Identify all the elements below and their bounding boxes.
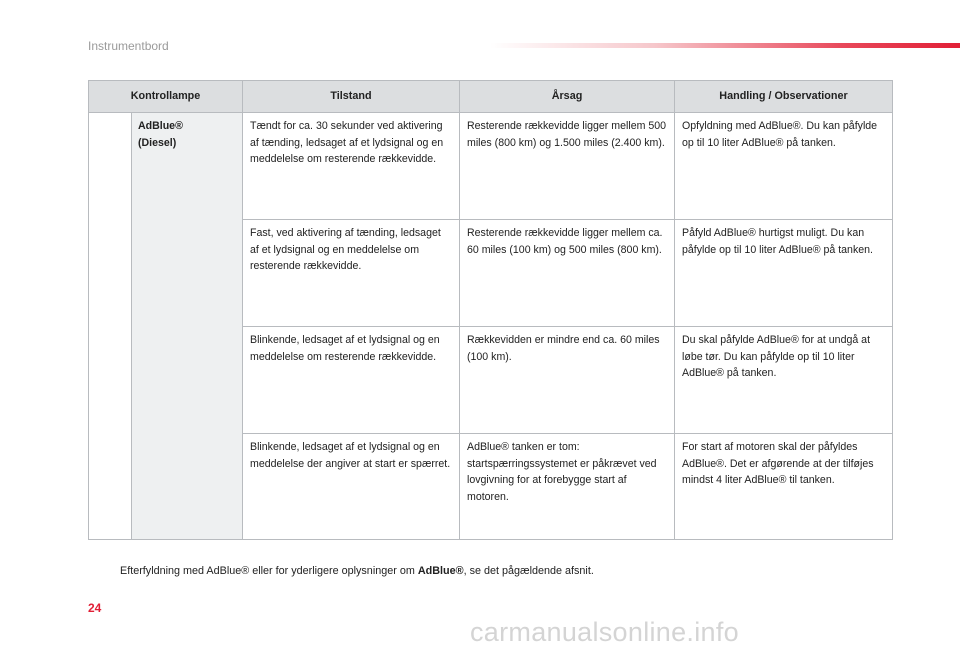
lamp-name-cell — [132, 113, 243, 540]
cell-handling: Du skal påfylde AdBlue® for at undgå at løbe tør. Du kan påfylde op til 10 liter AdBlue® på tanken. — [675, 327, 893, 434]
cell-tilstand: Blinkende, ledsaget af et lydsignal og en meddelelse om resterende rækkevidde. — [243, 327, 460, 434]
table-row — [89, 113, 893, 220]
footnote-prefix: Efterfyldning med AdBlue® eller for yderligere oplysninger om — [120, 565, 418, 577]
watermark: carmanualsonline.info — [470, 617, 739, 647]
lamp-variant: (Diesel) — [138, 136, 177, 149]
cell-handling: For start af motoren skal der påfyldes AdBlue®. Det er afgørende at der tilføjes mindst 4 liter AdBlue® til tanken. — [675, 434, 893, 540]
cell-handling: Påfyld AdBlue® hurtigst muligt. Du kan påfylde op til 10 liter AdBlue® på tanken. — [675, 220, 893, 327]
warning-lamp-table — [88, 80, 893, 540]
lamp-name: AdBlue® — [138, 120, 183, 132]
header-tilstand: Tilstand — [243, 81, 460, 113]
cell-handling: Opfyldning med AdBlue®. Du kan påfylde op til 10 liter AdBlue® på tanken. — [675, 113, 893, 220]
cell-aarsag: AdBlue® tanken er tom: startspærringssystemet er påkrævet ved lovgivning for at forebygge start af motoren. — [460, 434, 675, 540]
footnote — [120, 565, 594, 577]
cell-tilstand: Tændt for ca. 30 sekunder ved aktivering af tænding, ledsaget af et lydsignal og en meddelelse om resterende rækkevidde. — [243, 113, 460, 220]
page-number: 24 — [88, 601, 102, 615]
cell-aarsag: Resterende rækkevidde ligger mellem 500 miles (800 km) og 1.500 miles (2.400 km). — [460, 113, 675, 220]
cell-tilstand: Blinkende, ledsaget af et lydsignal og en meddelelse der angiver at start er spærret. — [243, 434, 460, 540]
cell-aarsag: Rækkevidden er mindre end ca. 60 miles (100 km). — [460, 327, 675, 434]
header-kontrollampe: Kontrollampe — [89, 81, 243, 113]
lamp-icon-cell — [89, 113, 132, 540]
cell-aarsag: Resterende rækkevidde ligger mellem ca. 60 miles (100 km) og 500 miles (800 km). — [460, 220, 675, 327]
header-handling: Handling / Observationer — [675, 81, 893, 113]
footnote-link-text: AdBlue® — [417, 565, 464, 577]
accent-bar — [490, 43, 960, 48]
footnote-suffix: , se det pågældende afsnit. — [463, 565, 594, 577]
header-aarsag: Årsag — [460, 81, 675, 113]
table-header-row — [89, 81, 893, 113]
section-title: Instrumentbord — [88, 39, 169, 53]
cell-tilstand: Fast, ved aktivering af tænding, ledsaget af et lydsignal og en meddelelse om resterende rækkevidde. — [243, 220, 460, 327]
